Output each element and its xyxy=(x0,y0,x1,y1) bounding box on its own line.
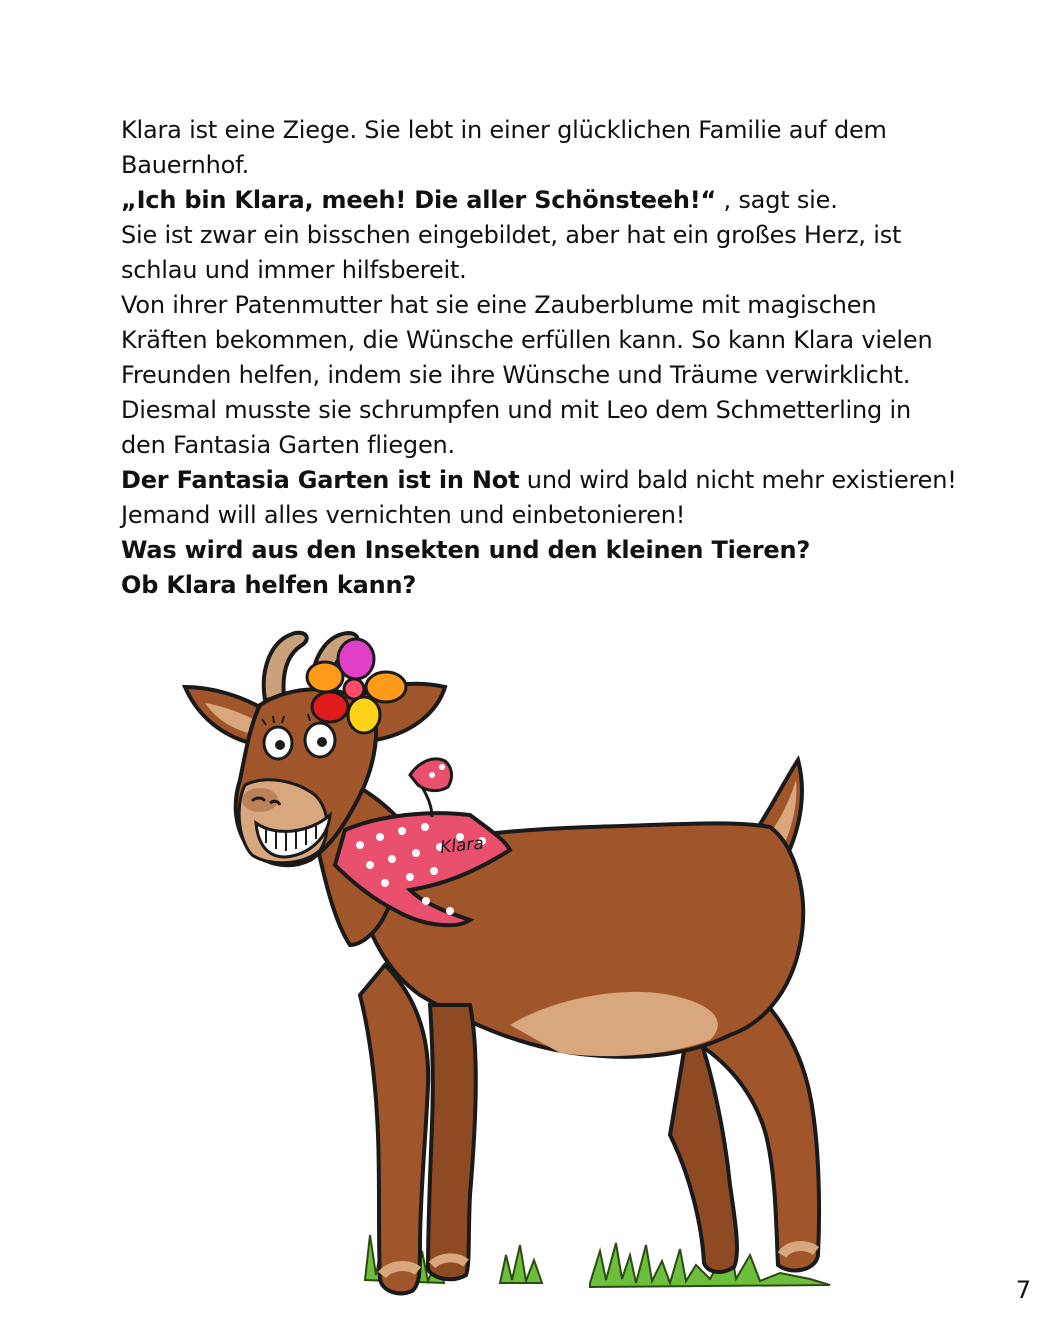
page-number: 7 xyxy=(1015,1276,1031,1304)
paragraph-quote xyxy=(121,183,961,218)
paragraph-threat: Jemand will alles vernichten und einbetonieren! xyxy=(121,501,686,529)
question-help: Ob Klara helfen kann? xyxy=(121,571,417,599)
goat-front-leg-rear xyxy=(428,1005,476,1279)
paragraph-character: Sie ist zwar ein bisschen eingebildet, aber hat ein großes Herz, ist schlau und immer hilfsbereit. xyxy=(121,221,902,284)
danger-rest: und wird bald nicht mehr existieren! xyxy=(519,466,957,494)
paragraph-journey: Diesmal musste sie schrumpfen und mit Leo dem Schmetterling in den Fantasia Garten fliegen. xyxy=(121,396,911,459)
paragraph-intro: Klara ist eine Ziege. Sie lebt in einer glücklichen Familie auf dem Bauernhof. xyxy=(121,116,887,179)
quote-text: „Ich bin Klara, meeh! Die aller Schönsteeh!“ xyxy=(121,186,717,214)
paragraph-magic-flower: Von ihrer Patenmutter hat sie eine Zauberblume mit magischen Kräften bekommen, die Wünsche erfüllen kann. So kann Klara vielen Freunden helfen, indem sie ihre Wünsche und Träume verwirklicht. xyxy=(121,291,933,389)
quote-tag: , sagt sie. xyxy=(716,186,838,214)
danger-bold: Der Fantasia Garten ist in Not xyxy=(121,466,520,494)
goat-illustration xyxy=(170,615,870,1315)
question-insects: Was wird aus den Insekten und den kleinen Tieren? xyxy=(121,536,811,564)
scarf-label: Klara xyxy=(439,833,485,859)
paragraph-danger xyxy=(121,463,961,498)
story-text xyxy=(121,113,961,603)
